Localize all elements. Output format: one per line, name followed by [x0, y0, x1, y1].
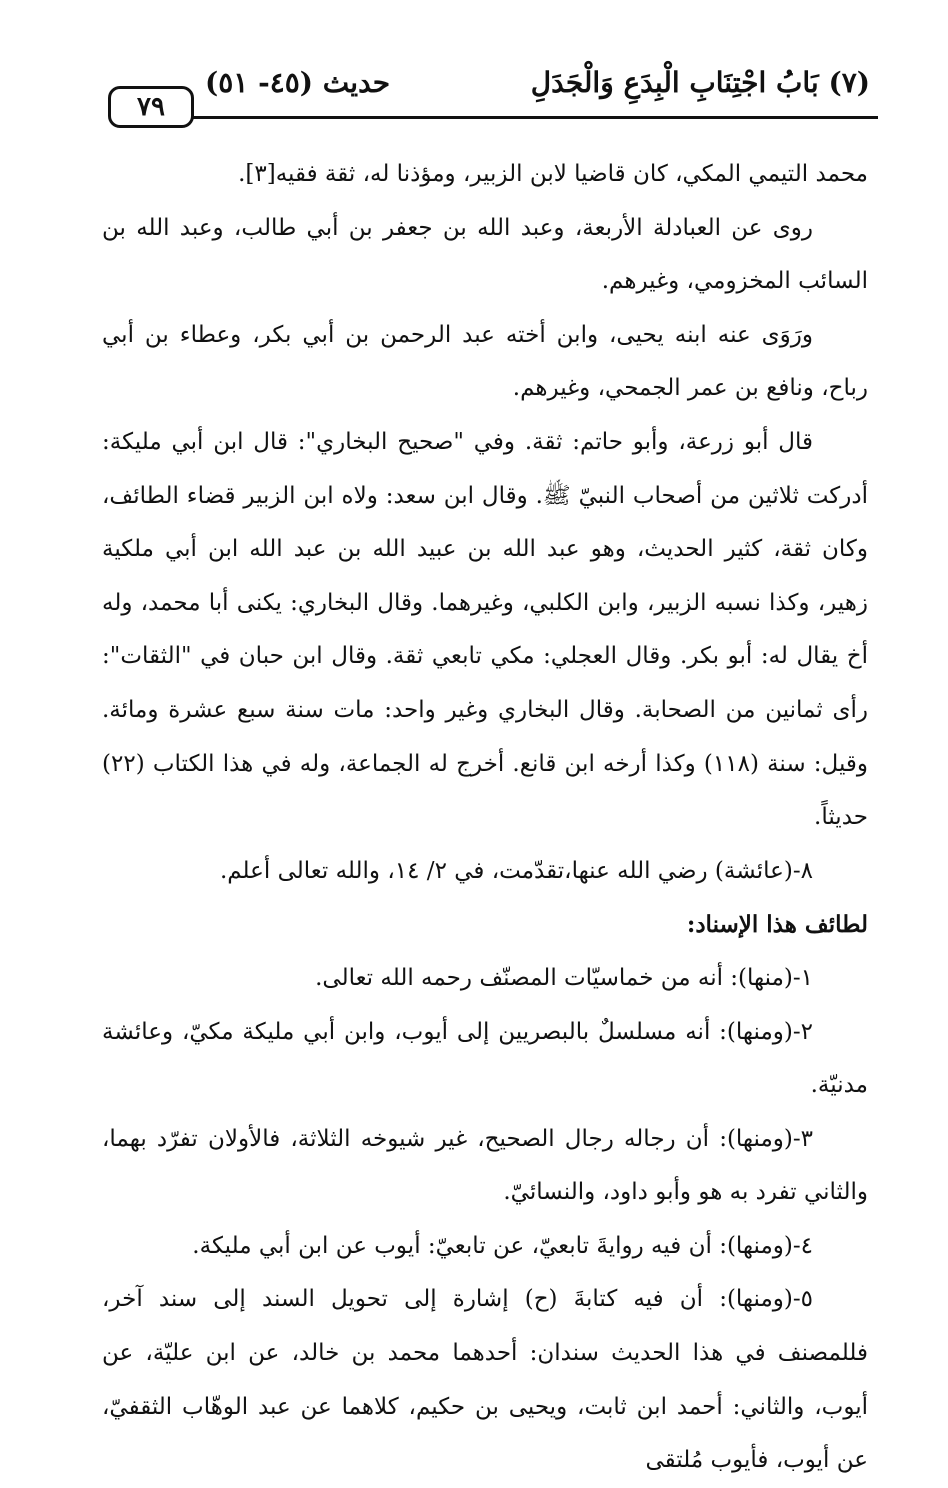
list-item: ٣-(ومنها): أن رجاله رجال الصحيح، غير شيوخه الثلاثة، فالأولان تفرّد بهما، والثاني تفرد به هو وأبو داود، والنسائيّ. — [102, 1125, 868, 1206]
header-rule — [188, 116, 878, 119]
section-heading: لطائف هذا الإسناد: — [686, 911, 868, 939]
paragraph: قال أبو زرعة، وأبو حاتم: ثقة. وفي "صحيح البخاري": قال ابن أبي مليكة: أدركت ثلاثين من أصحاب النبيّ ﷺ. وقال ابن سعد: ولاه ابن الزبير قضاء الطائف، وكان ثقة، كثير الحديث، وهو عبد الله بن عبيد الله بن عبد الله ابن أبي ملكية زهير، وكذا نسبه الزبير، وابن الكلبي، وغيرهما. وقال البخاري: يكنى أبا محمد، وله أخ يقال له: أبو بكر. وقال العجلي: مكي تابعي ثقة. وقال ابن حبان في "الثقات": رأى ثمانين من الصحابة. وقال البخاري وغير واحد: مات سنة سبع عشرة ومائة. وقيل: سنة (١١٨) وكذا أرخه ابن قانع. أخرج له الجماعة، وله في هذا الكتاب (٢٢) حديثاً. — [102, 428, 868, 831]
page-number: ٧٩ — [108, 86, 194, 128]
list-item: ٥-(ومنها): أن فيه كتابةَ (ح) إشارة إلى تحويل السند إلى سند آخر، فللمصنف في هذا الحديث سندان: أحدهما محمد بن خالد، عن ابن عليّة، عن أيوب، والثاني: أحمد ابن ثابت، ويحيى بن حكيم، كلاهما عن عبد الوهّاب الثقفيّ، عن أيوب، فأيوب مُلتقى — [102, 1286, 868, 1474]
list-item: ٢-(ومنها): أنه مسلسلٌ بالبصريين إلى أيوب، وابن أبي مليكة مكيّ، وعائشة مدنيّة. — [102, 1018, 868, 1099]
list-item: ٤-(ومنها): أن فيه روايةَ تابعيّ، عن تابعيّ: أيوب عن ابن أبي مليكة. — [192, 1232, 813, 1259]
paragraph: ورَوَى عنه ابنه يحيى، وابن أخته عبد الرحمن بن أبي بكر، وعطاء بن أبي رباح، ونافع بن عمر الجمحي، وغيرهم. — [102, 321, 868, 402]
list-item: ١-(منها): أنه من خماسيّات المصنّف رحمه الله تعالى. — [315, 964, 813, 991]
page-header — [0, 0, 948, 140]
body-text — [102, 148, 868, 1488]
hadith-range: حديث (٤٥- ٥١) — [205, 66, 391, 99]
paragraph: محمد التيمي المكي، كان قاضيا لابن الزبير، ومؤذنا له، ثقة فقيه[٣]. — [238, 161, 868, 187]
paragraph: ٨-(عائشة) رضي الله عنها،تقدّمت، في ٢/ ١٤، والله تعالى أعلم. — [219, 857, 813, 884]
chapter-title: (٧) بَابُ اجْتِنَابِ الْبِدَعِ وَالْجَدَلِ — [530, 66, 870, 99]
paragraph: روى عن العبادلة الأربعة، وعبد الله بن جعفر بن أبي طالب، وعبد الله بن السائب المخزومي، وغيرهم. — [102, 214, 868, 295]
